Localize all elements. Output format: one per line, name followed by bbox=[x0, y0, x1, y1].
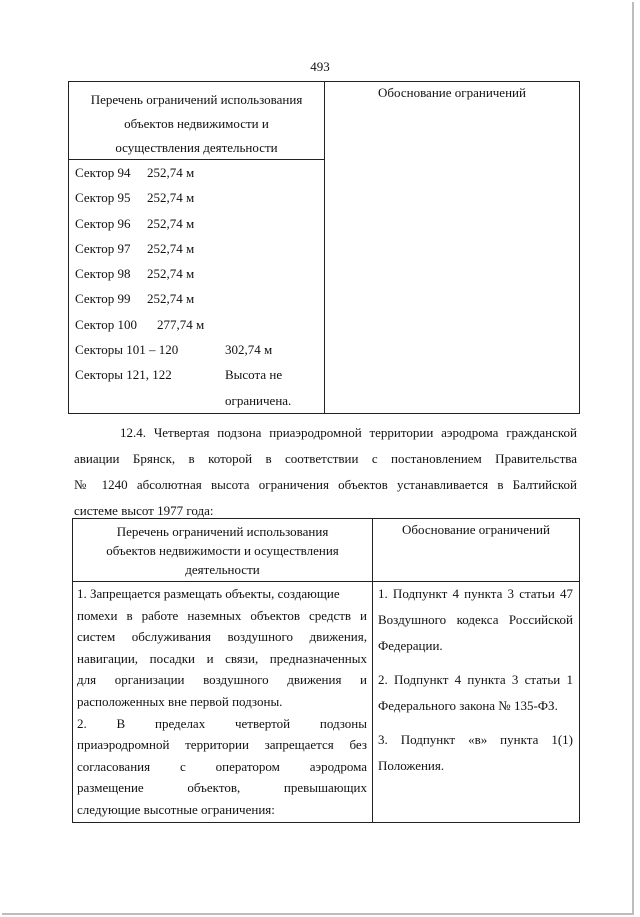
table-row: Сектор 94 252,74 м bbox=[75, 165, 195, 180]
justification-text: 1. Подпункт 4 пункта 3 статьи 47 Воздушного кодекса Российской Федерации. 2. Подпункт 4 пункта 3 статьи 1 Федерального закона № 135-ФЗ. 3. Подпункт «в» пункта 1(1) Положения. bbox=[378, 586, 573, 773]
column-divider bbox=[372, 519, 373, 822]
height-limits-table bbox=[68, 81, 580, 414]
table-row: Сектор 100 277,74 м bbox=[75, 316, 205, 332]
table-row: Сектор 99 252,74 м bbox=[75, 291, 195, 307]
page-number: 493 bbox=[310, 59, 330, 74]
header-justification: Обоснование ограничений bbox=[402, 522, 550, 537]
table-row: Секторы 121, 122 Высота не ограничена. bbox=[75, 367, 292, 408]
table-row: Сектор 97 252,74 м bbox=[75, 240, 195, 256]
subzone-paragraph: 12.4. Четвертая подзона приаэродромной территории аэродрома гражданской авиации Брянск, в которой в соответствии с постановлением Правительства № 1240 абсолютная высота ограничения объектов устанавливается в Балтийской системе высот 1977 года: bbox=[74, 425, 577, 518]
header-restrictions: Перечень ограничений использования объектов недвижимости и осуществления деятельности bbox=[106, 524, 339, 577]
table-row: Секторы 101 – 120 302,74 м bbox=[75, 342, 273, 358]
sector-rows bbox=[75, 160, 319, 412]
header-restrictions: Перечень ограничений использования объектов недвижимости и осуществления деятельности bbox=[90, 92, 303, 155]
table-row: Сектор 98 252,74 м bbox=[75, 266, 195, 282]
column-divider bbox=[324, 82, 325, 413]
table-row: Сектор 95 252,74 м bbox=[75, 190, 195, 206]
header-justification: Обоснование ограничений bbox=[378, 85, 526, 100]
fourth-subzone-table bbox=[72, 518, 580, 823]
table-row: Сектор 96 252,74 м bbox=[75, 215, 195, 231]
restrictions-text: 1. Запрещается размещать объекты, создающие помехи в работе наземных объектов средств и систем обслуживания воздушного движения, навигации, посадки и связи, предназначенных для организации воздушного движения и расположенных вне первой подзоны. 2. В пределах четвертой подзоны приаэродромной территории запрещается без согласования с оператором аэродрома размещение объектов, превышающих следующие высотные ограничения: bbox=[77, 586, 367, 817]
